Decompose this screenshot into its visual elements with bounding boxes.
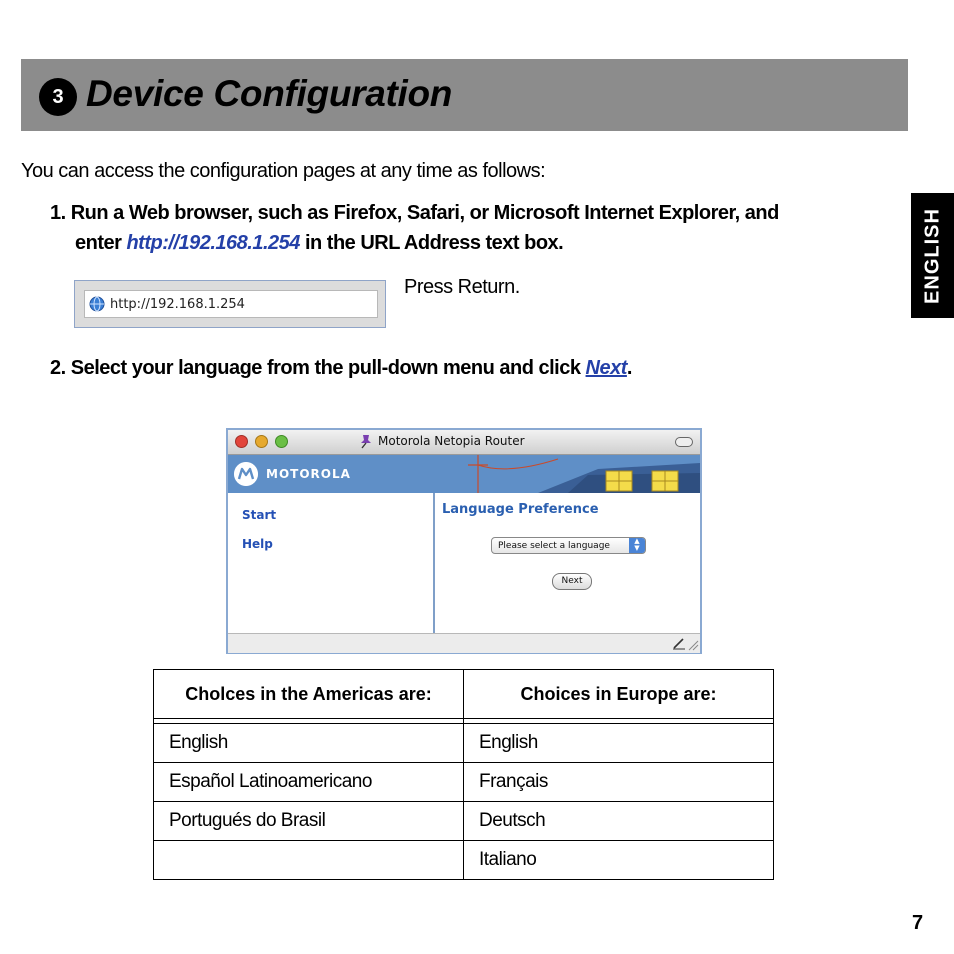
globe-icon: [89, 296, 105, 312]
language-side-tab: [911, 193, 954, 318]
language-select-value: Please select a language: [498, 540, 610, 551]
table-header-row: [154, 670, 774, 719]
step-1-enter-text: enter: [75, 232, 127, 254]
europe-language: English: [464, 724, 774, 763]
window-statusbar: [228, 633, 700, 653]
table-row: [154, 763, 774, 802]
language-select[interactable]: [491, 537, 646, 554]
step-1-line-2: [75, 232, 563, 255]
nav-start-link[interactable]: Start: [242, 508, 277, 522]
motorola-banner: [228, 455, 700, 493]
select-arrows-icon: ▲ ▼: [629, 538, 645, 553]
step-2-text: 2. Select your language from the pull-down menu and click: [50, 357, 586, 379]
house-illustration: [448, 455, 700, 493]
close-window-button[interactable]: [235, 435, 248, 448]
table-row: [154, 724, 774, 763]
step-1-line-1: 1. Run a Web browser, such as Firefox, Safari, or Microsoft Internet Explorer, and: [50, 202, 779, 224]
zoom-window-button[interactable]: [275, 435, 288, 448]
intro-paragraph: You can access the configuration pages at any time as follows:: [21, 160, 546, 182]
europe-language: Français: [464, 763, 774, 802]
navigation-pane: [228, 493, 435, 633]
toolbar-toggle-button[interactable]: [675, 437, 693, 447]
next-link[interactable]: Next: [585, 357, 627, 379]
resize-grip-icon[interactable]: [687, 639, 699, 651]
side-tab-label: ENGLISH: [921, 207, 943, 304]
page-title: Device Configuration: [86, 73, 453, 114]
americas-language: Español Latinoamericano: [154, 763, 464, 802]
nav-help-link[interactable]: Help: [242, 537, 273, 551]
address-field-value: http://192.168.1.254: [110, 296, 245, 312]
next-button[interactable]: Next: [552, 573, 592, 590]
router-url-link[interactable]: http://192.168.1.254: [126, 232, 300, 254]
language-preference-heading: Language Preference: [442, 502, 599, 517]
step-number-badge: 3: [39, 78, 77, 116]
americas-language: [154, 841, 464, 880]
table-row: [154, 802, 774, 841]
americas-column-header: Cholces in the Americas are:: [154, 670, 464, 719]
europe-language: Italiano: [464, 841, 774, 880]
step-2-suffix: .: [626, 357, 632, 379]
address-bar-screenshot: [74, 280, 386, 328]
pin-icon: [359, 434, 373, 449]
browser-window-screenshot: [226, 428, 702, 654]
window-title: Motorola Netopia Router: [378, 434, 525, 448]
press-return-instruction: Press Return.: [404, 276, 520, 298]
languages-table: [153, 669, 774, 880]
europe-column-header: Choices in Europe are:: [464, 670, 774, 719]
minimize-window-button[interactable]: [255, 435, 268, 448]
europe-language: Deutsch: [464, 802, 774, 841]
edit-icon[interactable]: [672, 636, 686, 650]
motorola-logo-icon: [234, 462, 258, 486]
page-number: 7: [912, 912, 924, 934]
language-preference-pane: [435, 493, 700, 633]
window-titlebar: [228, 430, 700, 455]
step-2: [50, 357, 632, 380]
step-1-suffix-text: in the URL Address text box.: [299, 232, 564, 254]
table-row: [154, 841, 774, 880]
brand-name: MOTOROLA: [266, 467, 351, 481]
americas-language: English: [154, 724, 464, 763]
americas-language: Portugués do Brasil: [154, 802, 464, 841]
address-field[interactable]: [84, 290, 378, 318]
